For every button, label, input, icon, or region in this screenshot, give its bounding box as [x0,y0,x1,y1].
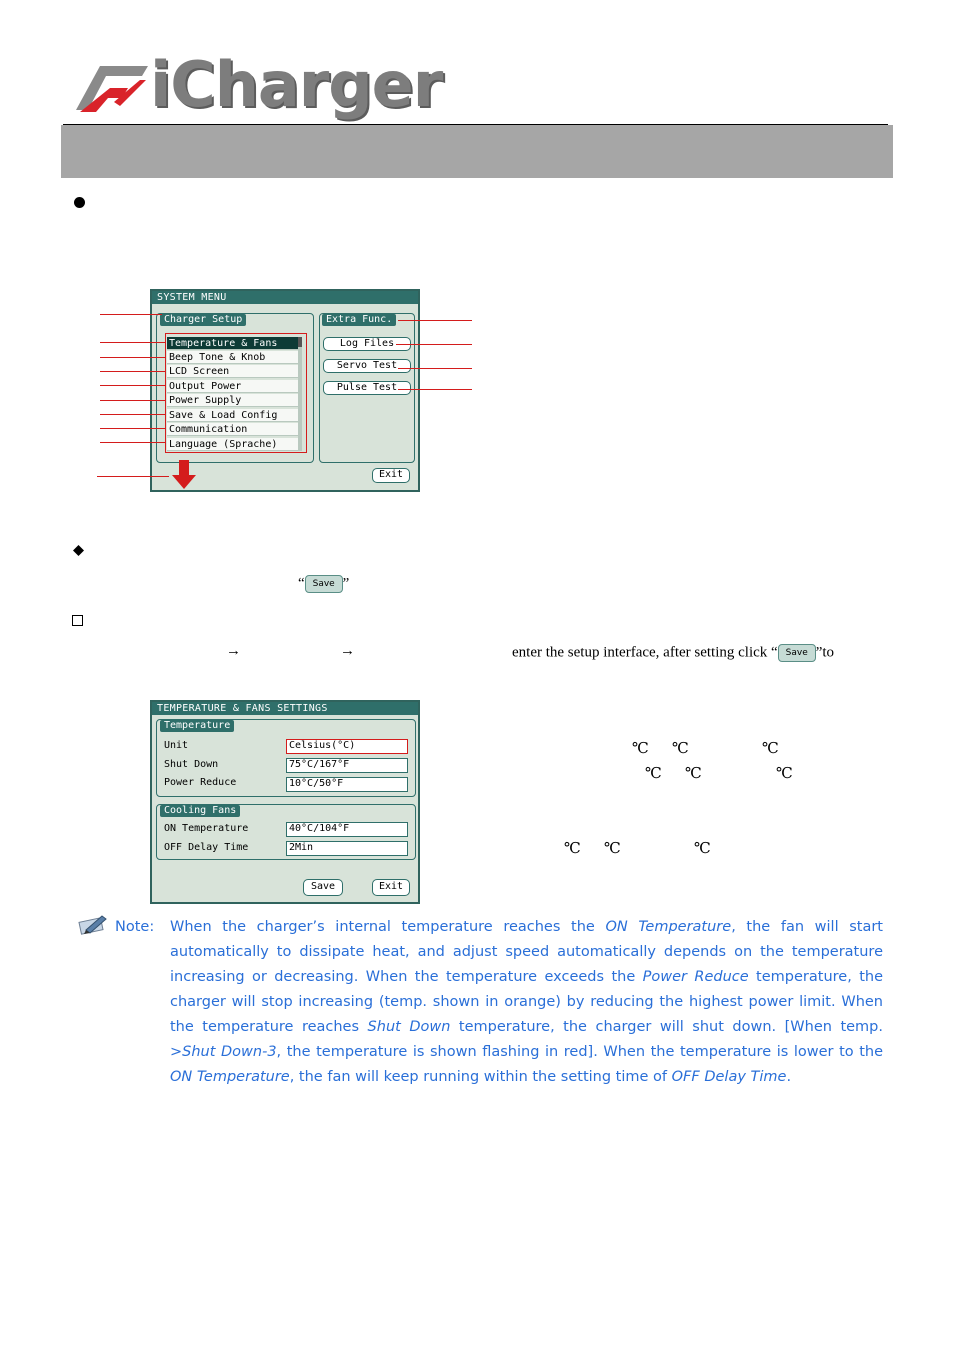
temp-settings-save-button[interactable]: Save [303,879,343,896]
close-quote: ” [342,575,350,592]
nav-arrow-1: → [226,643,241,659]
note-block [115,915,883,1090]
shut-down-label: Shut Down [164,759,219,770]
logo-wordmark: iCharger [150,48,443,121]
note-text: temperature, the charger will stop increasing (temp. shown in orange) by reducing the highest power limit. When the temperature reaches [170,969,883,1035]
system-menu-exit-button[interactable]: Exit [372,468,410,483]
off-delay-time-label: OFF Delay Time [164,842,249,853]
inline-save-button-image-2: Save [778,644,816,662]
pulse-test-button[interactable]: Pulse Test [323,381,411,395]
note-text: , the temperature is shown flashing in red]. When the temperature is lower to the [276,1044,883,1060]
extra-func-label: Extra Func. [322,314,396,326]
note-text: , the fan will start automatically to dissipate heat, and adjust speed automatically depends on the temperature increasing or decreasing. When the temperature exceeds the [170,919,883,985]
setup-instruction [512,644,834,662]
callout-line [100,342,166,343]
unit-field[interactable]: Celsius(°C) [286,739,408,754]
note-power-reduce: Power Reduce [642,969,749,985]
callout-line [100,357,166,358]
callout-line [100,400,166,401]
note-paragraph [170,915,883,1090]
degree-symbol: ℃ [645,764,662,782]
note-text: temperature, the charger will shut down. [When temp. > [170,1019,883,1060]
note-body [170,915,883,1090]
menu-item-save-load-config[interactable]: Save & Load Config [167,409,301,422]
note-label: Note: [115,919,155,935]
nav-arrow-2: → [340,643,355,659]
bullet-dot [74,197,85,208]
callout-line [100,442,166,443]
save-inline-reference [298,575,349,593]
callout-line [100,371,166,372]
section-heading-band [61,125,893,178]
menu-item-beep-tone[interactable]: Beep Tone & Knob [167,351,301,364]
cooling-fans-label: Cooling Fans [160,805,240,817]
callout-line [100,314,162,315]
on-temperature-label: ON Temperature [164,823,249,834]
menu-item-output-power[interactable]: Output Power [167,380,301,393]
note-on-temperature: ON Temperature [605,919,732,935]
open-quote: “ [298,575,305,592]
note-shut-down: Shut Down [367,1019,451,1035]
temperature-label: Temperature [160,720,234,732]
degree-symbol: ℃ [604,839,621,857]
setup-instruction-text: enter the setup interface, after setting click “ [512,644,778,661]
callout-line [100,385,166,386]
callout-line [100,414,166,415]
inline-save-button-image: Save [305,575,343,593]
note-text: When the charger’s internal temperature reaches the [170,919,606,935]
menu-item-communication[interactable]: Communication [167,423,301,436]
degree-symbol: ℃ [564,839,581,857]
note-pencil-icon [78,912,108,936]
power-reduce-label: Power Reduce [164,777,237,788]
menu-item-power-supply[interactable]: Power Supply [167,394,301,407]
temp-fans-settings-screen [150,700,420,904]
degree-symbol: ℃ [694,839,711,857]
menu-item-language[interactable]: Language (Sprache) [167,438,301,451]
off-delay-time-field[interactable]: 2Min [286,841,408,856]
callout-line [97,476,169,477]
system-menu-screen [150,289,420,492]
menu-item-temperature-fans[interactable]: Temperature & Fans [167,337,301,350]
menu-items-highlight-box [165,333,307,453]
menu-item-lcd-screen[interactable]: LCD Screen [167,365,301,378]
system-menu-title: SYSTEM MENU [152,291,418,304]
note-text: , the fan will keep running within the setting time of [289,1069,672,1085]
degree-symbol: ℃ [685,764,702,782]
temp-fans-title: TEMPERATURE & FANS SETTINGS [152,702,418,715]
note-off-delay-time: OFF Delay Time [671,1069,787,1085]
charger-setup-label: Charger Setup [160,314,246,326]
setup-instruction-suffix: ”to [815,644,835,661]
note-shut-down-3: Shut Down-3 [182,1044,277,1060]
icharger-logo-icon [70,58,148,116]
degree-symbol: ℃ [776,764,793,782]
bullet-diamond-icon [73,545,84,556]
on-temperature-field[interactable]: 40°C/104°F [286,822,408,837]
callout-line [398,389,472,390]
callout-line [398,368,472,369]
bullet-checkbox-icon [72,615,83,626]
note-on-temperature: ON Temperature [170,1069,290,1085]
callout-line [100,428,166,429]
degree-symbol: ℃ [672,739,689,757]
degree-symbol: ℃ [632,739,649,757]
scroll-down-arrow-icon[interactable] [172,460,196,490]
unit-label: Unit [164,740,189,751]
callout-line [396,344,472,345]
callout-line [398,320,472,321]
servo-test-button[interactable]: Servo Test [323,359,411,373]
note-text: . [786,1069,792,1085]
temp-settings-exit-button[interactable]: Exit [372,879,410,896]
shut-down-field[interactable]: 75°C/167°F [286,758,408,773]
degree-symbol: ℃ [762,739,779,757]
power-reduce-field[interactable]: 10°C/50°F [286,777,408,792]
log-files-button[interactable]: Log Files [323,337,411,351]
